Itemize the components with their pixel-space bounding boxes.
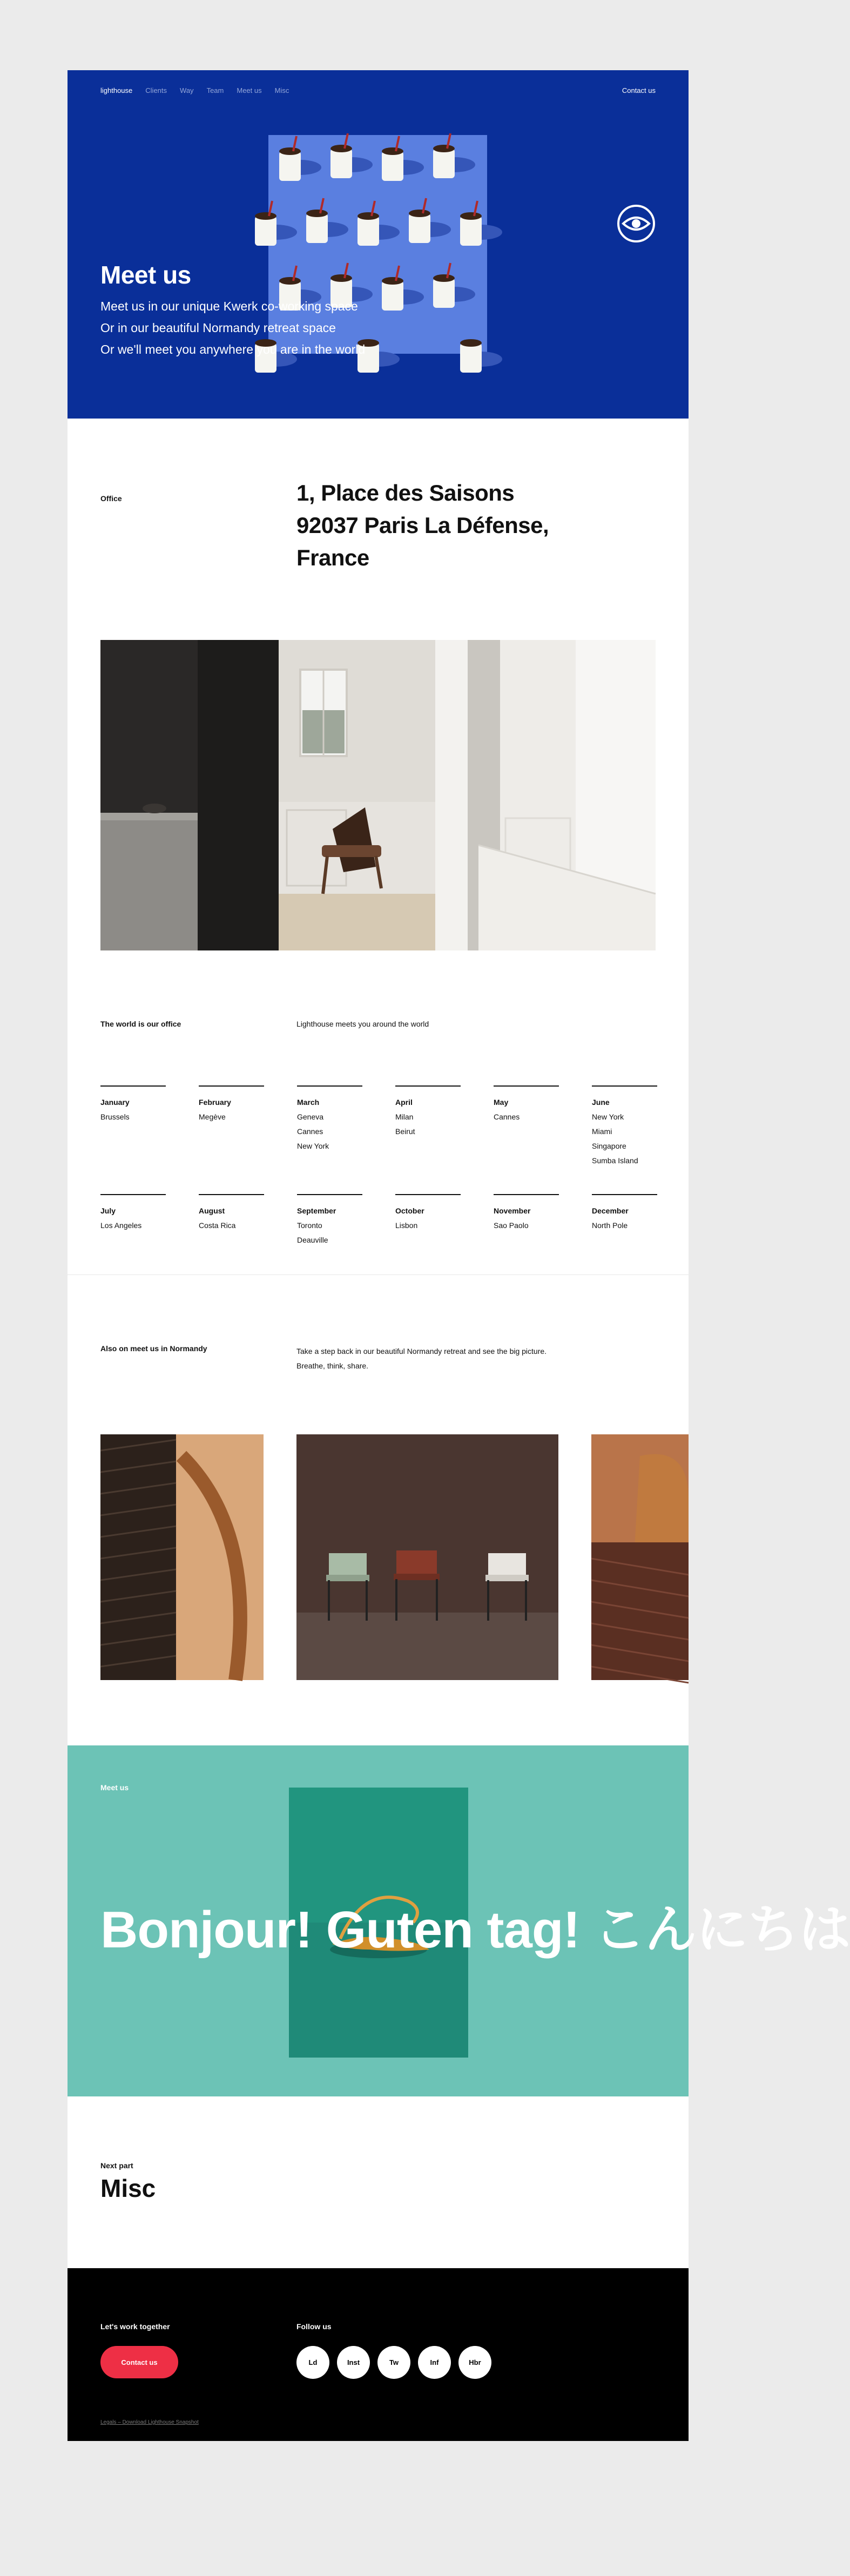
city-name: Sao Paolo — [494, 1221, 529, 1230]
eye-icon — [617, 204, 656, 243]
office-label: Office — [100, 494, 122, 503]
world-section — [68, 950, 689, 1274]
address-line-country: France — [296, 545, 369, 570]
world-title: The world is our office — [100, 1020, 181, 1028]
address-line-street: 1, Place des Saisons — [296, 480, 515, 505]
normandy-text-line: Breathe, think, share. — [296, 1361, 369, 1370]
hero-intro-text — [100, 295, 365, 360]
follow-us-label: Follow us — [296, 2322, 332, 2331]
month-may — [494, 1085, 559, 1168]
work-together-label: Let's work together — [100, 2322, 170, 2331]
address-line-city: 92037 Paris La Défense, — [296, 512, 549, 538]
city-name: Lisbon — [395, 1221, 418, 1230]
hero-line-coworking: Meet us in our unique Kwerk co-working space — [100, 299, 358, 313]
city-name: Singapore — [592, 1142, 626, 1150]
nav-item-way[interactable]: Way — [180, 86, 194, 95]
city-name: Los Angeles — [100, 1221, 142, 1230]
footer — [68, 2268, 689, 2441]
gallery-image-armchair[interactable] — [591, 1434, 689, 1680]
next-part-link[interactable]: Misc — [100, 2174, 156, 2202]
normandy-section — [68, 1274, 689, 1745]
month-name: July — [100, 1206, 116, 1215]
month-june — [592, 1085, 657, 1168]
month-grid — [100, 1085, 656, 1275]
city-name: Toronto — [297, 1221, 322, 1230]
social-instagram-button[interactable]: Inst — [337, 2346, 370, 2379]
month-august — [199, 1194, 264, 1275]
city-name: North Pole — [592, 1221, 628, 1230]
city-name: Beirut — [395, 1127, 415, 1136]
month-october — [395, 1194, 461, 1275]
social-linkedin-button[interactable]: Ld — [296, 2346, 329, 2379]
hero-line-normandy: Or in our beautiful Normandy retreat space — [100, 321, 336, 335]
gallery-image-chairs-room[interactable] — [296, 1434, 558, 1680]
city-name: Milan — [395, 1112, 414, 1121]
normandy-text — [296, 1344, 642, 1373]
city-name: Deauville — [297, 1236, 328, 1244]
month-name: November — [494, 1206, 531, 1215]
legal-links[interactable]: Legals – Download Lighthouse Snapshot — [100, 2419, 199, 2425]
month-name: April — [395, 1098, 413, 1107]
city-name: Cannes — [297, 1127, 323, 1136]
month-february — [199, 1085, 264, 1168]
city-name: Geneva — [297, 1112, 324, 1121]
social-hbr-button[interactable]: Hbr — [458, 2346, 491, 2379]
normandy-text-line: Take a step back in our beautiful Normandy retreat and see the big picture. — [296, 1347, 547, 1356]
office-section — [68, 419, 689, 905]
month-name: March — [297, 1098, 320, 1107]
nav-item-misc[interactable]: Misc — [274, 86, 289, 95]
nav-item-team[interactable]: Team — [206, 86, 224, 95]
hero-line-world: Or we'll meet you anywhere you are in the world — [100, 342, 366, 356]
social-links — [296, 2346, 491, 2379]
city-name: Costa Rica — [199, 1221, 236, 1230]
month-july — [100, 1194, 166, 1275]
month-name: October — [395, 1206, 424, 1215]
meet-us-label: Meet us — [100, 1783, 129, 1792]
nav-item-clients[interactable]: Clients — [145, 86, 167, 95]
gallery-image-woven-chair[interactable] — [100, 1434, 264, 1680]
office-address — [296, 477, 549, 574]
month-name: February — [199, 1098, 231, 1107]
month-name: September — [297, 1206, 336, 1215]
hero-title: Meet us — [100, 261, 191, 289]
month-name: June — [592, 1098, 610, 1107]
footer-contact-button[interactable]: Contact us — [100, 2346, 178, 2378]
month-november — [494, 1194, 559, 1275]
city-name: Miami — [592, 1127, 612, 1136]
top-nav — [100, 82, 656, 98]
next-part-section[interactable] — [68, 2096, 689, 2268]
month-december — [592, 1194, 657, 1275]
city-name: Cannes — [494, 1112, 520, 1121]
brand-logo-link[interactable]: lighthouse — [100, 86, 133, 95]
month-april — [395, 1085, 461, 1168]
next-part-label: Next part — [100, 2161, 133, 2170]
social-twitter-button[interactable]: Tw — [377, 2346, 410, 2379]
hero-section — [68, 70, 689, 419]
nav-contact-button[interactable]: Contact us — [622, 86, 656, 95]
social-info-button[interactable]: Inf — [418, 2346, 451, 2379]
city-name: Sumba Island — [592, 1156, 638, 1165]
normandy-gallery — [100, 1434, 689, 1680]
city-name: New York — [297, 1142, 329, 1150]
world-subtitle: Lighthouse meets you around the world — [296, 1020, 429, 1028]
city-name: Brussels — [100, 1112, 130, 1121]
office-interior-image — [100, 640, 656, 950]
month-name: January — [100, 1098, 130, 1107]
city-name: Megève — [199, 1112, 226, 1121]
nav-item-meet-us[interactable]: Meet us — [237, 86, 262, 95]
month-march — [297, 1085, 362, 1168]
month-name: May — [494, 1098, 509, 1107]
month-january — [100, 1085, 166, 1168]
month-september — [297, 1194, 362, 1275]
city-name: New York — [592, 1112, 624, 1121]
month-name: December — [592, 1206, 629, 1215]
greeting-marquee: Bonjour! Guten tag! こんにちは — [100, 1901, 850, 1959]
normandy-title: Also on meet us in Normandy — [100, 1344, 207, 1353]
page — [68, 70, 850, 2441]
meet-us-banner — [68, 1745, 850, 2096]
month-name: August — [199, 1206, 225, 1215]
